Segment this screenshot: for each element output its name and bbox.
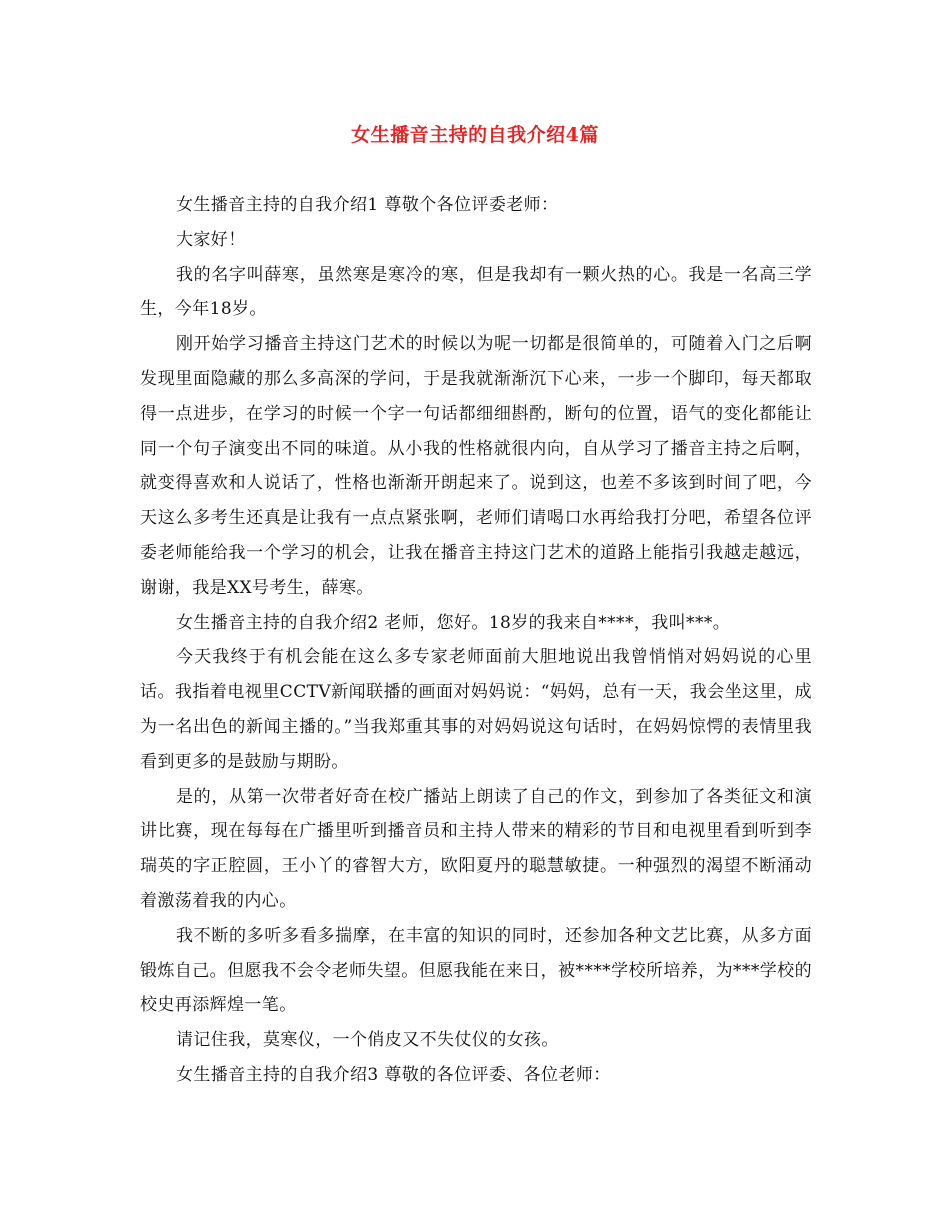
paragraph: 请记住我，莫寒仪，一个俏皮又不失仗仪的女孩。 [176,1030,559,1051]
paragraph: 刚开始学习播音主持这门艺术的时候以为呢一切都是很简单的，可随着入门之后啊发现里面隐藏的那么多高深的学问，于是我就渐渐沉下心来，一步一个脚印，每天都取得一点进步，在学习的时候一个字一句话都细细斟酌，断句的位置，语气的变化都能让同一个句子演变出不同的味道。从小我的性格就很内向，自从学习了播音主持之后啊，就变得喜欢和人说话了，性格也渐渐开朗起来了。说到这，也差不多该到时间了吧，今天这么多考生还真是让我有一点点紧张啊，老师们请喝口水再给我打分吧，希望各位评委老师能给我一个学习的机会，让我在播音主持这门艺术的道路上能指引我越走越远，谢谢，我是XX号考生，薛寒。 [140,334,812,598]
document-body [140,188,812,1093]
paragraph: 是的，从第一次带者好奇在校广播站上朗读了自己的作文，到参加了各类征文和演讲比赛，现在每每在广播里听到播音员和主持人带来的精彩的节目和电视里看到听到李瑞英的字正腔圆，王小丫的睿智大方，欧阳夏丹的聪慧敏捷。一种强烈的渴望不断涌动着激荡着我的内心。 [140,786,812,911]
paragraph: 女生播音主持的自我介绍2 老师，您好。18岁的我来自****，我叫***。 [176,612,731,633]
paragraph: 我的名字叫薛寒，虽然寒是寒冷的寒，但是我却有一颗火热的心。我是一名高三学生，今年18岁。 [140,264,812,320]
paragraph: 今天我终于有机会能在这么多专家老师面前大胆地说出我曾悄悄对妈妈说的心里话。我指着电视里CCTV新闻联播的画面对妈妈说：“妈妈，总有一天，我会坐这里，成为一名出色的新闻主播的。”当我郑重其事的对妈妈说这句话时，在妈妈惊愕的表情里我看到更多的是鼓励与期盼。 [140,647,812,772]
paragraph: 我不断的多听多看多揣摩，在丰富的知识的同时，还参加各种文艺比赛，从多方面锻炼自己。但愿我不会令老师失望。但愿我能在来日，被****学校所培养，为***学校的校史再添辉煌一笔。 [140,925,812,1016]
document-title: 女生播音主持的自我介绍4篇 [351,124,599,146]
paragraph: 女生播音主持的自我介绍3 尊敬的各位评委、各位老师： [176,1064,611,1085]
paragraph: 女生播音主持的自我介绍1 尊敬个各位评委老师： [176,195,559,215]
paragraph: 大家好！ [176,229,246,250]
